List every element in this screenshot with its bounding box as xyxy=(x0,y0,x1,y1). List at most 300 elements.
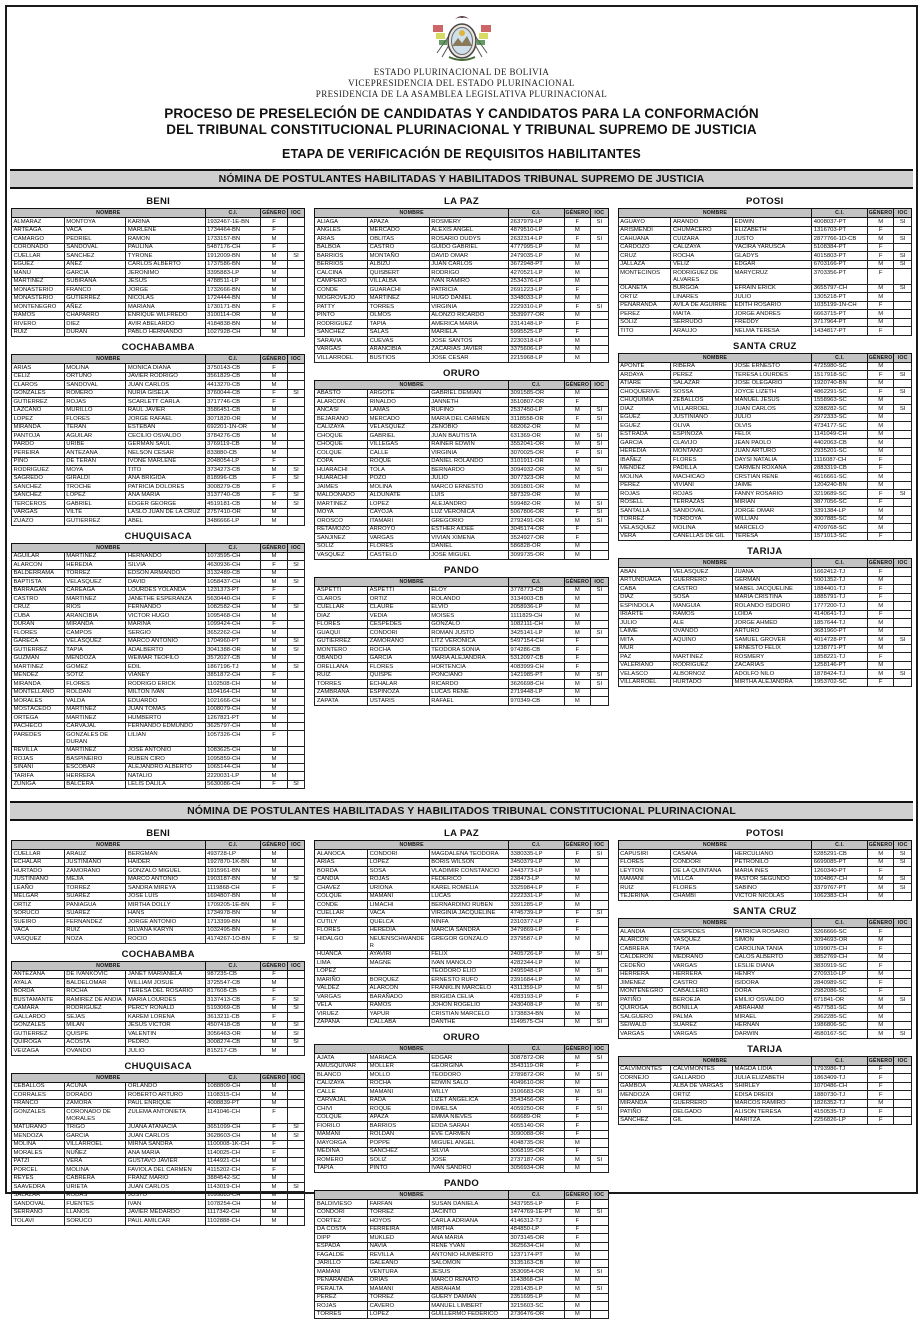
cell-ioc: SI xyxy=(591,680,609,689)
cell-apellido-paterno: BLANCO xyxy=(315,1071,368,1080)
cell-genero: F xyxy=(261,1123,287,1132)
cell-ioc xyxy=(894,293,912,302)
cell-apellido-paterno: GUZMAN xyxy=(12,654,65,663)
cell-apellido-materno: QUISPE xyxy=(64,1030,126,1039)
cell-ci: 3380335-LP xyxy=(508,850,564,859)
cell-ci: 2281435-LP xyxy=(508,1285,564,1294)
cell-genero: F xyxy=(261,671,287,680)
cell-apellido-materno: SOSSA xyxy=(671,388,733,397)
cell-apellido-materno: JUSTINIANO xyxy=(671,413,733,422)
cell-ci: 1694807-BN xyxy=(205,892,261,901)
cell-nombres: RAUL JAVIER xyxy=(126,406,205,415)
cell-genero: F xyxy=(867,962,893,971)
cell-genero: F xyxy=(867,1091,893,1100)
cell-ci: 2230318-LP xyxy=(508,337,564,346)
cell-ioc xyxy=(894,928,912,937)
cell-genero: M xyxy=(564,406,590,415)
cell-apellido-paterno: MIRANDA xyxy=(12,680,65,689)
cell-apellido-paterno: FIORILO xyxy=(315,1122,368,1131)
cell-apellido-paterno: PATIÑO xyxy=(618,996,671,1005)
cell-ioc: SI xyxy=(591,1285,609,1294)
cell-ci: 2877766-1D-CB xyxy=(812,235,868,244)
cell-genero: M xyxy=(564,1054,590,1063)
cell-genero: F xyxy=(867,867,893,876)
cell-ci: 3851872-CH xyxy=(205,671,261,680)
cell-apellido-paterno: BORDA xyxy=(12,987,65,996)
cell-apellido-paterno: DIAZ xyxy=(618,593,671,602)
table-header-row xyxy=(315,209,608,218)
cell-ioc: SI xyxy=(894,875,912,884)
cell-apellido-materno: GALLARDO xyxy=(671,1074,733,1083)
cell-ioc xyxy=(591,328,609,337)
cell-nombres: PAUL AMILCAR xyxy=(126,1217,205,1226)
cell-apellido-paterno: CORNEJO xyxy=(618,1074,671,1083)
cell-genero: M xyxy=(261,500,287,509)
cell-genero: M xyxy=(261,1030,287,1039)
cell-ci: 3852769-CH xyxy=(812,953,868,962)
cell-apellido-paterno: QUIROGA xyxy=(618,1004,671,1013)
cell-genero: F xyxy=(867,490,893,499)
cell-ci: 692201-1N-OR xyxy=(205,423,261,432)
cell-ci: 2220031-LP xyxy=(205,772,261,781)
cell-apellido-materno: NEUENSCHWANDER xyxy=(368,935,430,951)
cell-apellido-paterno: OBANDO xyxy=(315,654,368,663)
cell-ioc xyxy=(894,1021,912,1030)
table-row xyxy=(315,967,608,976)
table-row xyxy=(12,243,305,252)
cell-genero: M xyxy=(867,447,893,456)
cell-ci: 1734978-BN xyxy=(205,909,261,918)
table-row xyxy=(12,364,305,373)
cell-ioc xyxy=(894,576,912,585)
cell-ci: 5001352-TJ xyxy=(812,576,868,585)
cell-ci: 1099883-CH xyxy=(205,1191,261,1200)
cell-genero: M xyxy=(867,362,893,371)
cell-genero: F xyxy=(867,327,893,336)
cell-genero: M xyxy=(564,1293,590,1302)
cell-ci: 1733157-BN xyxy=(205,235,261,244)
cell-ioc: SI xyxy=(591,303,609,312)
cell-ci: 3652262-CH xyxy=(205,629,261,638)
table-row xyxy=(12,1021,305,1030)
cell-genero: M xyxy=(261,680,287,689)
cell-ioc xyxy=(591,286,609,295)
cell-ci: 2709310-LP xyxy=(812,970,868,979)
cell-apellido-materno: AYAVIRI xyxy=(368,950,430,959)
table-row xyxy=(12,389,305,398)
cell-apellido-paterno: PINO xyxy=(12,457,65,466)
cell-ci: 631369-OR xyxy=(508,432,564,441)
table-row xyxy=(315,517,608,526)
cell-apellido-materno: HERRERA xyxy=(671,970,733,979)
cell-nombres: MARIA LOURDES xyxy=(126,996,205,1005)
cell-ci: 2757410-OR xyxy=(205,508,261,517)
cell-apellido-materno: DELGADO xyxy=(671,1108,733,1117)
cell-genero: F xyxy=(564,654,590,663)
cell-apellido-paterno: LAZCANO xyxy=(12,406,65,415)
cell-genero: F xyxy=(564,1105,590,1114)
cell-ci: 4413270-CB xyxy=(205,381,261,390)
cell-genero: M xyxy=(867,936,893,945)
cell-genero: M xyxy=(564,500,590,509)
table-row xyxy=(618,318,911,327)
cell-nombres: JORGE RAFAEL xyxy=(126,415,205,424)
cell-ci: 4311359-LP xyxy=(508,984,564,993)
cell-ioc xyxy=(894,464,912,473)
department-table xyxy=(11,208,305,337)
cell-genero: F xyxy=(564,449,590,458)
cell-ioc: SI xyxy=(287,1183,305,1192)
cell-genero: M xyxy=(261,406,287,415)
cell-ioc xyxy=(894,1091,912,1100)
cell-apellido-materno: CESPEDES xyxy=(671,928,733,937)
cell-ioc xyxy=(287,364,305,373)
cell-ci: 5497154-CH xyxy=(508,637,564,646)
cell-ci: 682062-OR xyxy=(508,423,564,432)
cell-ioc xyxy=(894,413,912,422)
cell-ci: 2637979-LP xyxy=(508,218,564,227)
department-title: PANDO xyxy=(443,1178,480,1189)
cell-nombres: TERESA xyxy=(733,532,812,541)
cell-ioc xyxy=(894,447,912,456)
department-table xyxy=(314,208,608,363)
cell-ioc xyxy=(894,473,912,482)
cell-apellido-paterno: MALDONADO xyxy=(315,491,368,500)
cell-apellido-paterno: ANCASI xyxy=(315,406,368,415)
table-row xyxy=(12,483,305,492)
cell-ioc xyxy=(591,1122,609,1131)
table-row xyxy=(618,945,911,954)
cell-apellido-materno: GUERRERO xyxy=(671,1099,733,1108)
cell-ci: 1316703-PT xyxy=(812,226,868,235)
cell-apellido-paterno: CAHUANA xyxy=(618,235,671,244)
cell-apellido-materno: GOMEZ xyxy=(64,663,126,672)
cell-ci: 1258146-PT xyxy=(812,661,868,670)
cell-apellido-paterno: ZAPATA xyxy=(315,697,368,706)
cell-apellido-paterno: MONTELLANO xyxy=(12,688,65,697)
cell-nombres: ELIZABETH xyxy=(733,226,812,235)
cell-ci: 833880-CB xyxy=(205,449,261,458)
cell-apellido-materno: BONILLA xyxy=(671,1004,733,1013)
cell-ioc xyxy=(287,1082,305,1091)
cell-ci: 3784276-CB xyxy=(205,432,261,441)
table-row xyxy=(12,654,305,663)
cell-apellido-paterno: HUARACHI xyxy=(315,474,368,483)
cell-genero: M xyxy=(867,661,893,670)
cell-apellido-materno: ACUÑA xyxy=(64,1082,126,1091)
cell-genero: M xyxy=(867,970,893,979)
cell-apellido-materno: ZAMORA xyxy=(64,1099,126,1108)
cell-apellido-paterno: MAMANI xyxy=(315,1268,368,1277)
col-header-ci: C.I. xyxy=(508,841,564,850)
cell-genero: F xyxy=(261,389,287,398)
table-row xyxy=(618,661,911,670)
cell-apellido-materno: ACOSTA xyxy=(64,1038,126,1047)
table-row xyxy=(618,310,911,319)
cell-ci: 2215968-LP xyxy=(508,354,564,363)
cell-ioc: SI xyxy=(287,389,305,398)
table-row xyxy=(12,1149,305,1158)
col-header-genero: GÉNERO xyxy=(868,354,893,361)
col-header-ioc: IOC xyxy=(287,543,305,552)
cell-apellido-materno: GUTIERREZ xyxy=(64,294,126,303)
cell-apellido-materno: GUERRERO xyxy=(671,576,733,585)
cell-apellido-materno: RODAS xyxy=(64,1191,126,1200)
cell-genero: M xyxy=(564,466,590,475)
table-row xyxy=(315,671,608,680)
cell-apellido-paterno: ZAMBRANA xyxy=(315,688,368,697)
cell-genero: M xyxy=(564,1164,590,1173)
table-row xyxy=(315,1242,608,1251)
cell-nombres: RAINER EDWIN xyxy=(429,440,508,449)
cell-nombres: TYRONE xyxy=(126,252,205,261)
cell-genero: F xyxy=(867,945,893,954)
col-header-genero: GÉNERO xyxy=(868,842,893,848)
cell-ioc xyxy=(894,396,912,405)
cell-ioc xyxy=(287,517,305,526)
cell-ci: 1737586-BN xyxy=(205,260,261,269)
cell-apellido-paterno: BARRAGAN xyxy=(12,586,65,595)
cell-genero: F xyxy=(564,320,590,329)
org-line-2: VICEPRESIDENCIA DEL ESTADO PLURINACIONAL xyxy=(348,78,575,88)
cell-apellido-paterno: CAMPERO xyxy=(315,277,368,286)
department-table xyxy=(618,208,912,336)
cell-ioc xyxy=(591,976,609,985)
cell-apellido-materno: MAGNE xyxy=(368,959,430,968)
table-row xyxy=(315,1310,608,1319)
cell-apellido-paterno: MONTENEGRO xyxy=(12,303,65,312)
table-row xyxy=(618,439,911,448)
cell-ioc xyxy=(894,593,912,602)
cell-ci: 3379767-PT xyxy=(812,884,868,893)
cell-apellido-paterno: MIRANDA xyxy=(12,423,65,432)
table-row xyxy=(12,909,305,918)
cell-apellido-paterno: ATIARE xyxy=(618,379,671,388)
table-row xyxy=(315,398,608,407)
cell-genero: M xyxy=(261,918,287,927)
cell-ioc xyxy=(894,585,912,594)
cell-nombres: ESTEBAN xyxy=(126,423,205,432)
cell-nombres: ESTHER AIDEE xyxy=(429,525,508,534)
table-row xyxy=(618,1065,911,1074)
cell-apellido-materno: FLORES xyxy=(671,884,733,893)
cell-apellido-materno: CLAURE xyxy=(368,603,430,612)
cell-apellido-materno: ROLDAN xyxy=(368,1130,430,1139)
cell-nombres: JUAN CARLOS xyxy=(126,1132,205,1141)
cell-apellido-paterno: CARVAJAL xyxy=(315,1096,368,1105)
cell-nombres: EDGER GEORGE xyxy=(126,500,205,509)
cell-genero: M xyxy=(261,1217,287,1226)
cell-nombres: JERONIMO xyxy=(126,269,205,278)
cell-nombres: EDGAR xyxy=(733,260,812,269)
cell-genero: M xyxy=(261,763,287,772)
cell-apellido-paterno: PATIÑO xyxy=(618,1108,671,1117)
cell-apellido-paterno: MITA xyxy=(618,636,671,645)
table-row xyxy=(618,576,911,585)
cell-genero: F xyxy=(867,979,893,988)
cell-nombres: JOSE ERNESTO xyxy=(733,362,812,371)
cell-apellido-paterno: CORONADO xyxy=(12,243,65,252)
cell-apellido-paterno: JIMENEZ xyxy=(618,979,671,988)
cell-genero: M xyxy=(564,457,590,466)
department-title: SANTA CRUZ xyxy=(732,906,797,917)
cell-ci: 1088809-CH xyxy=(205,1082,261,1091)
table-row xyxy=(315,303,608,312)
cell-nombres: RAMON xyxy=(126,235,205,244)
cell-genero: M xyxy=(867,284,893,293)
cell-ci: 4507418-CB xyxy=(205,1021,261,1030)
cell-apellido-paterno: ORTEGA xyxy=(12,714,65,723)
cell-genero: M xyxy=(261,578,287,587)
table-row xyxy=(315,345,608,354)
cell-genero: F xyxy=(261,780,287,789)
cell-apellido-paterno: MANU xyxy=(12,269,65,278)
cell-apellido-paterno: SANJINEZ xyxy=(315,534,368,543)
table-row xyxy=(12,1157,305,1166)
cell-apellido-paterno: CAMARA xyxy=(12,1004,65,1013)
col-header-ioc: IOC xyxy=(591,841,609,850)
cell-nombres: IVAN RAMIRO xyxy=(429,277,508,286)
cell-ioc: SI xyxy=(591,415,609,424)
cell-nombres: ALEXIS ANGEL xyxy=(429,226,508,235)
cell-genero: M xyxy=(261,979,287,988)
cell-nombres: JOSE xyxy=(429,1156,508,1165)
cell-apellido-paterno: MIRANDA xyxy=(618,1099,671,1108)
cell-genero: M xyxy=(261,294,287,303)
cell-ioc xyxy=(287,235,305,244)
cell-apellido-materno: PADILLA xyxy=(671,464,733,473)
table-row xyxy=(12,595,305,604)
cell-apellido-paterno: RIVERO xyxy=(12,320,65,329)
cell-ci: 2737187-OR xyxy=(508,1156,564,1165)
cell-ci: 1793986-TJ xyxy=(812,1065,868,1074)
table-row xyxy=(12,294,305,303)
table-row xyxy=(12,697,305,706)
table-row xyxy=(315,1147,608,1156)
cell-apellido-paterno: EGUEZ xyxy=(12,260,65,269)
stage-title: ETAPA DE VERIFICACIÓN DE REQUISITOS HABILITANTES xyxy=(282,147,641,161)
cell-apellido-materno: ESPINOZA xyxy=(671,430,733,439)
cell-apellido-materno: HERRERA xyxy=(64,772,126,781)
col-header-nombre: NOMBRE xyxy=(12,543,206,552)
cell-apellido-paterno: CLAROS xyxy=(12,381,65,390)
cell-ci: 2883319-CB xyxy=(812,464,868,473)
cell-apellido-paterno: CALLE xyxy=(315,1088,368,1097)
table-row xyxy=(315,389,608,398)
cell-ci: 2840989-SC xyxy=(812,979,868,988)
cell-nombres: FELIX xyxy=(429,950,508,959)
cell-apellido-paterno: ABASTO xyxy=(315,389,368,398)
cell-apellido-materno: TORREZ xyxy=(368,1293,430,1302)
cell-nombres: LUIS xyxy=(429,491,508,500)
cell-ioc xyxy=(591,901,609,910)
cell-apellido-materno: LAMAS xyxy=(368,406,430,415)
cell-ioc xyxy=(894,945,912,954)
cell-genero: M xyxy=(261,688,287,697)
cell-genero: F xyxy=(564,1096,590,1105)
cell-nombres: JESUS xyxy=(429,1268,508,1277)
cell-ci: 1986806-SC xyxy=(812,1021,868,1030)
cell-ioc xyxy=(591,277,609,286)
cell-nombres: JULIO xyxy=(126,1047,205,1056)
cell-nombres: JULIO xyxy=(429,474,508,483)
cell-ioc xyxy=(287,654,305,663)
cell-ioc xyxy=(287,415,305,424)
cell-genero: F xyxy=(564,1217,590,1226)
cell-ioc xyxy=(287,586,305,595)
col-header-nombre: NOMBRE xyxy=(618,353,812,362)
cell-ci: 3068195-OR xyxy=(508,1147,564,1156)
cell-ci: 3134903-CB xyxy=(508,595,564,604)
table-row xyxy=(315,328,608,337)
masthead xyxy=(10,11,913,161)
cell-ioc xyxy=(894,661,912,670)
table-row xyxy=(315,926,608,935)
cell-genero: M xyxy=(564,603,590,612)
cell-nombres: HERNAN xyxy=(733,1021,812,1030)
table-row xyxy=(315,918,608,927)
table-row xyxy=(618,447,911,456)
cell-apellido-materno: ECHALAR xyxy=(368,680,430,689)
cell-apellido-paterno: GAMBOA xyxy=(618,1082,671,1091)
cell-ioc xyxy=(287,772,305,781)
cell-apellido-paterno: ROSELL xyxy=(618,498,671,507)
cell-genero: M xyxy=(564,1285,590,1294)
table-row xyxy=(12,406,305,415)
cell-ioc: SI xyxy=(591,406,609,415)
cell-nombres: SILVANA KARYN xyxy=(126,926,205,935)
cell-apellido-paterno: CALDERON xyxy=(618,953,671,962)
cell-nombres: ANA MARIA xyxy=(126,1149,205,1158)
cell-ioc xyxy=(894,456,912,465)
cell-genero: F xyxy=(564,909,590,918)
cell-ioc xyxy=(287,406,305,415)
cell-apellido-materno: CASTELO xyxy=(368,551,430,560)
cell-nombres: ZENOBIO xyxy=(429,423,508,432)
cell-ioc: SI xyxy=(287,780,305,789)
cell-apellido-paterno: PANTOJA xyxy=(12,432,65,441)
table-header-row xyxy=(315,577,608,586)
cell-apellido-paterno: GUAQUI xyxy=(315,629,368,638)
cell-apellido-paterno: CANDIA xyxy=(315,875,368,884)
cell-apellido-materno: POZO xyxy=(368,474,430,483)
table-header-row xyxy=(12,1073,305,1082)
cell-nombres: ABRAHAM xyxy=(733,1004,812,1013)
cell-apellido-materno: GALEANO xyxy=(368,1259,430,1268)
cell-apellido-materno: ESCOBAR xyxy=(64,763,126,772)
cell-ci: 3094693-OR xyxy=(812,936,868,945)
table-row xyxy=(315,1217,608,1226)
table-row xyxy=(12,1123,305,1132)
cell-nombres: WILLIAM JOSUE xyxy=(126,979,205,988)
cell-genero: M xyxy=(867,473,893,482)
cell-nombres: DANTHE xyxy=(429,1018,508,1027)
cell-genero: F xyxy=(564,1234,590,1243)
cell-ci: 818996-CB xyxy=(205,474,261,483)
cell-ci: 1884401-TJ xyxy=(812,585,868,594)
cell-apellido-materno: QUISPE xyxy=(368,671,430,680)
cell-ioc: SI xyxy=(894,371,912,380)
cell-ci: 1474769-1E-PT xyxy=(508,1208,564,1217)
cell-nombres: GREGORIO xyxy=(429,517,508,526)
cell-nombres: ROCIO xyxy=(126,935,205,944)
cell-nombres: MARIA INES xyxy=(733,867,812,876)
cell-ci: 4879510-LP xyxy=(508,226,564,235)
cell-ioc: SI xyxy=(591,235,609,244)
cell-apellido-paterno: PAREDES xyxy=(12,731,65,747)
table-row xyxy=(12,1191,305,1200)
cell-nombres: IVAN xyxy=(126,1200,205,1209)
